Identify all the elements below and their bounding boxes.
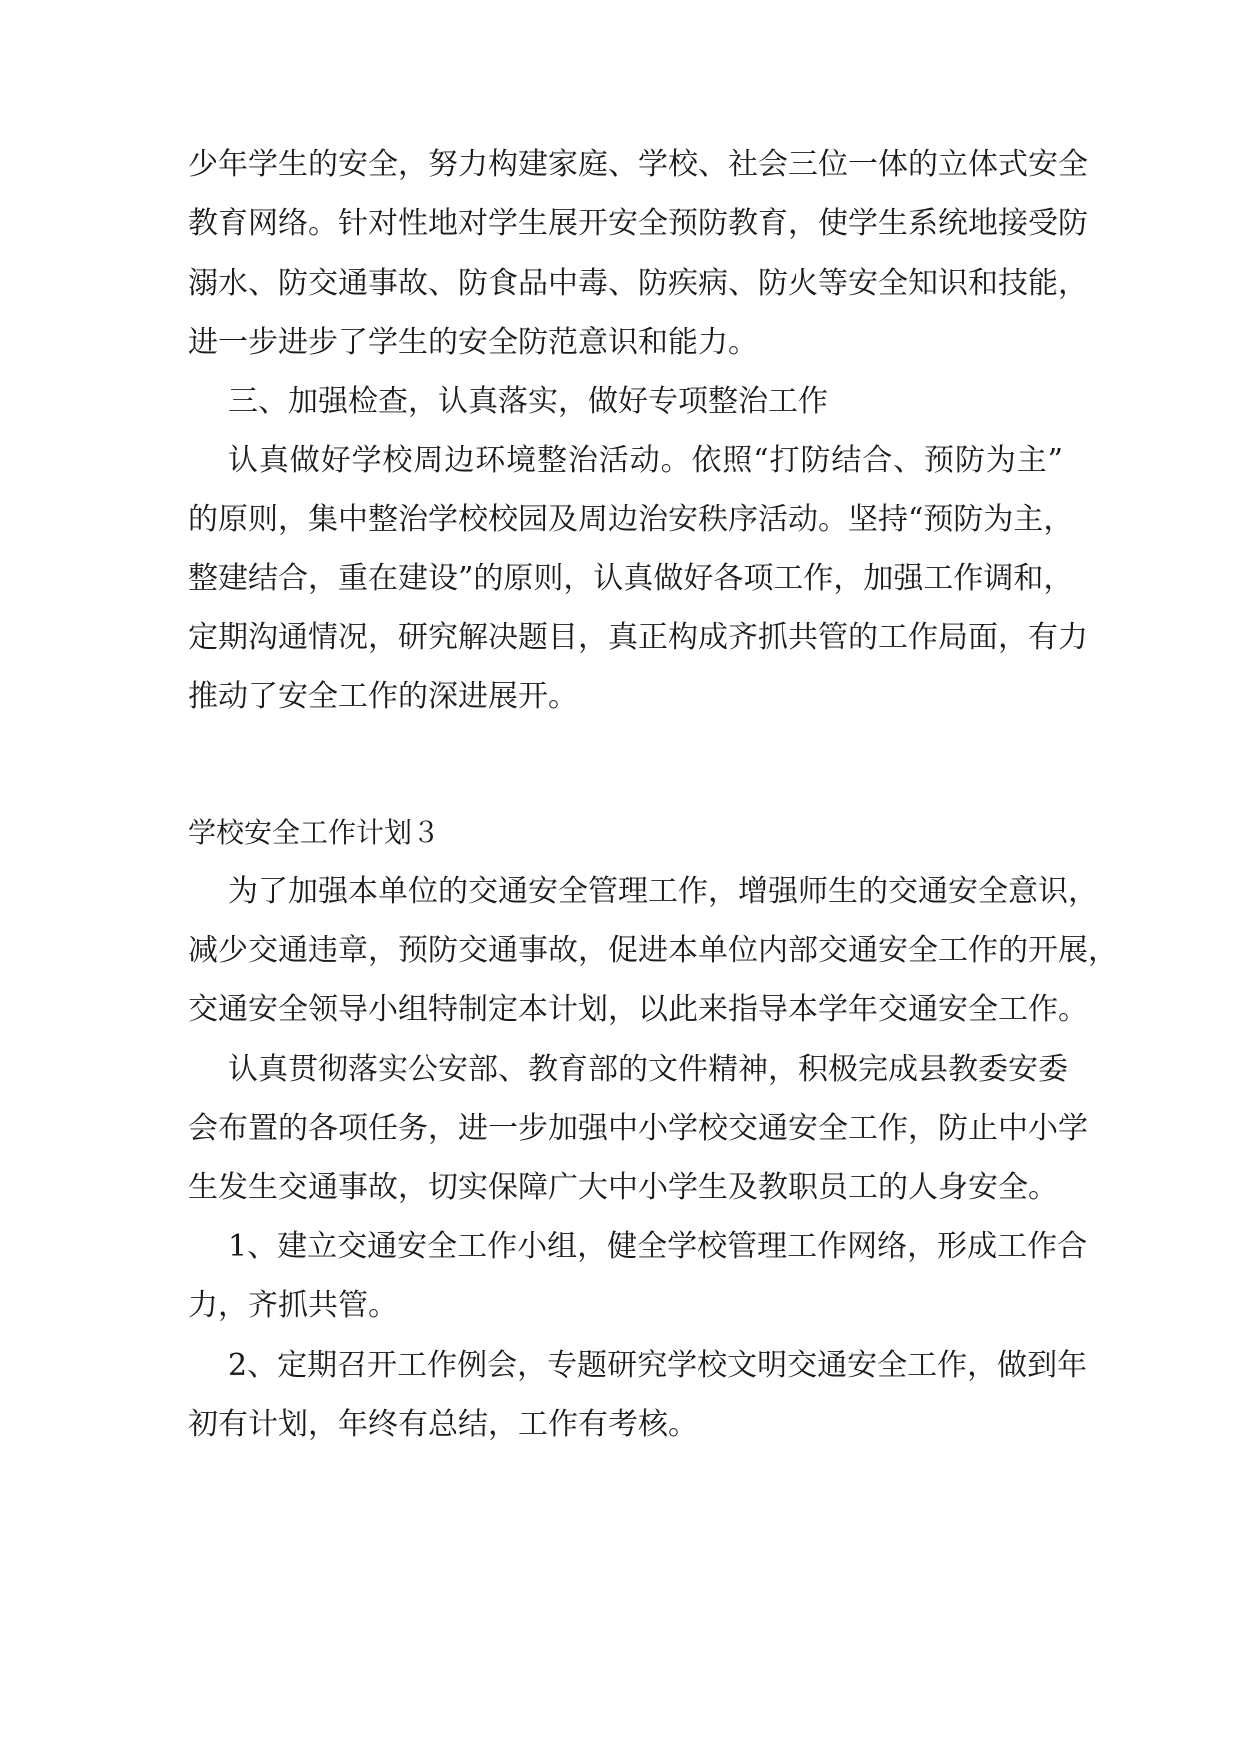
paragraph-line: 交通安全领导小组特制定本计划，以此来指导本学年交通安全工作。 <box>188 992 1088 1027</box>
paragraph-line: 1、建立交通安全工作小组，健全学校管理工作网络，形成工作合 <box>228 1229 1088 1264</box>
paragraph-line: 的原则，集中整治学校校园及周边治安秩序活动。坚持“预防为主， <box>188 502 1074 537</box>
paragraph-line: 少年学生的安全，努力构建家庭、学校、社会三位一体的立体式安全 <box>188 147 1088 182</box>
paragraph-line: 生发生交通事故，切实保障广大中小学生及教职员工的人身安全。 <box>188 1170 1058 1205</box>
paragraph-line: 教育网络。针对性地对学生展开安全预防教育，使学生系统地接受防 <box>188 206 1088 241</box>
paragraph-line: 减少交通违章，预防交通事故，促进本单位内部交通安全工作的开展， <box>188 933 1118 968</box>
paragraph-line: 推动了安全工作的深进展开。 <box>188 679 578 714</box>
paragraph-line: 进一步进步了学生的安全防范意识和能力。 <box>188 325 758 360</box>
section-heading: 三、加强检查，认真落实，做好专项整治工作 <box>228 384 828 419</box>
paragraph-line: 定期沟通情况，研究解决题目，真正构成齐抓共管的工作局面，有力 <box>188 620 1088 655</box>
paragraph-line: 认真做好学校周边环境整治活动。依照“打防结合、预防为主” <box>228 443 1063 478</box>
paragraph-line: 力，齐抓共管。 <box>188 1288 398 1323</box>
paragraph-line: 认真贯彻落实公安部、教育部的文件精神，积极完成县教委安委 <box>228 1052 1068 1087</box>
paragraph-line: 2、定期召开工作例会，专题研究学校文明交通安全工作，做到年 <box>228 1348 1088 1383</box>
paragraph-line: 溺水、防交通事故、防食品中毒、防疾病、防火等安全知识和技能， <box>188 266 1088 301</box>
paragraph-line: 整建结合，重在建设”的原则，认真做好各项工作，加强工作调和， <box>188 561 1074 596</box>
paragraph-line: 会布置的各项任务，进一步加强中小学校交通安全工作，防止中小学 <box>188 1111 1088 1146</box>
paragraph-line: 为了加强本单位的交通安全管理工作，增强师生的交通安全意识， <box>228 874 1098 909</box>
paragraph-line: 初有计划，年终有总结，工作有考核。 <box>188 1407 698 1442</box>
document-heading: 学校安全工作计划３ <box>188 816 441 849</box>
